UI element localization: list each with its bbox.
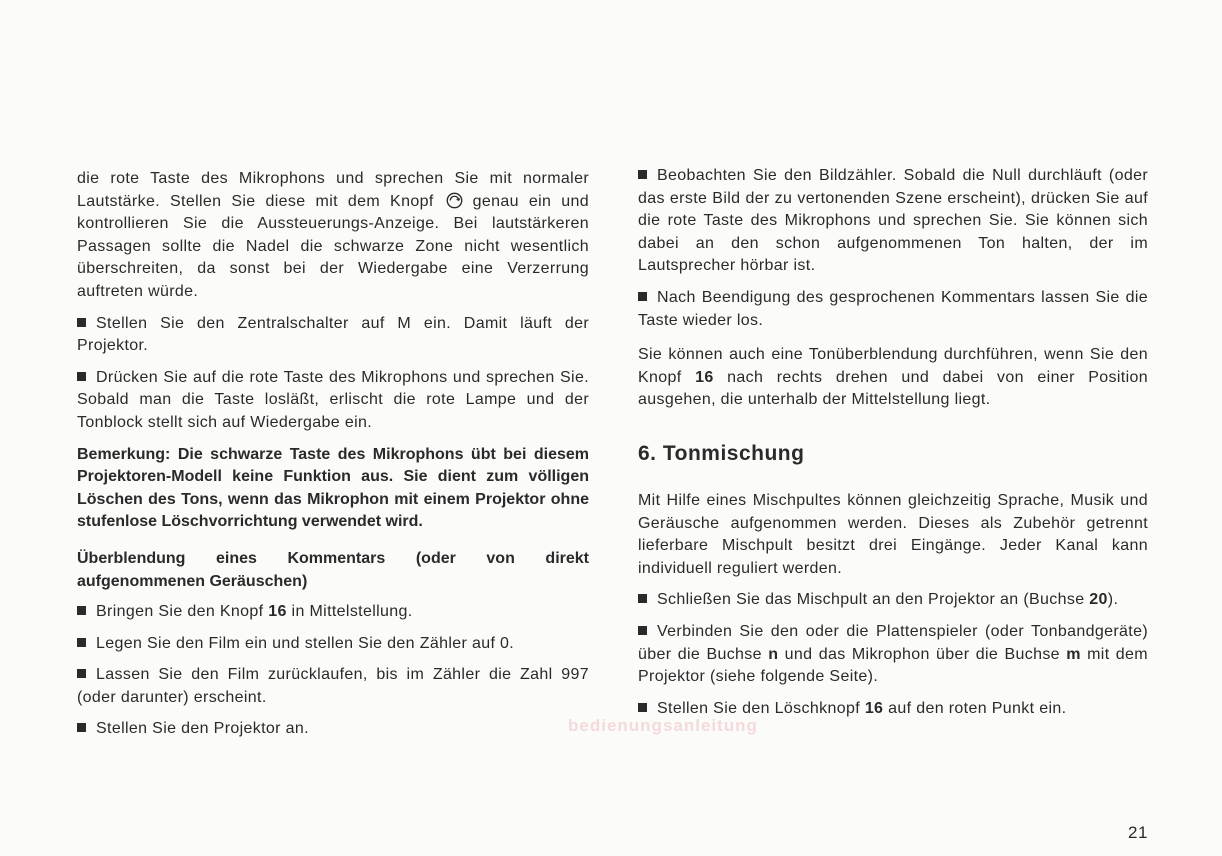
bullet-text: Beobachten Sie den Bildzähler. Sobald die Null durchläuft (oder das erste Bild der zu vertonenden Szene erscheint), drücken Sie auf die rote Taste des Mikrophons und sprechen Sie. Sie können sich dabei an den schon aufgenommenen Ton halten, der im Lautsprecher hörbar ist. [638, 167, 1148, 275]
bullet-text: Bringen Sie den Knopf [96, 603, 269, 621]
bullet-text: Legen Sie den Film ein und stellen Sie den Zähler auf 0. [96, 634, 515, 652]
watermark: bedienungsanleitung [568, 716, 758, 735]
bullet-item [638, 589, 1148, 612]
bullet-item [638, 165, 1148, 278]
paragraph-text: genau ein und kontrollieren Sie die Aussteuerungs-Anzeige. Bei lautstärkeren Passagen sollte die Nadel die schwarze Zone nicht wesentlich überschreiten, da sonst bei der Wiedergabe eine Verzerrung auftreten würde. [77, 192, 589, 300]
socket-letter: n [768, 645, 779, 663]
bullet-item [77, 664, 589, 709]
bullet-text: Lassen Sie den Film zurücklaufen, bis im Zähler die Zahl 997 (oder darunter) erscheint. [77, 666, 589, 706]
socket-number: 20 [1089, 591, 1108, 609]
paragraph-mixer: Mit Hilfe eines Mischpultes können gleichzeitig Sprache, Musik und Geräusche aufgenommen werden. Dieses als Zubehör getrennt lieferbare Mischpult besitzt drei Eingänge. Jeder Kanal kann individuell reguliert werden. [638, 491, 1148, 577]
paragraph-text: nach rechts drehen und dabei von einer Position ausgehen, die unterhalb der Mittelstellung liegt. [638, 368, 1149, 409]
square-bullet [77, 669, 86, 678]
bullet-text: Stellen Sie den Projektor an. [96, 720, 309, 738]
subheading: Überblendung eines Kommentars (oder von direkt aufgenommenen Geräuschen) [77, 549, 589, 590]
square-bullet [77, 723, 86, 732]
knob-number: 16 [864, 699, 884, 717]
bullet-text: auf den roten Punkt ein. [883, 699, 1067, 717]
bullet-text: Verbinden Sie den oder die Plattenspieler (oder Tonbandgeräte) über die Buchse [638, 622, 1148, 663]
right-column [638, 165, 1148, 729]
square-bullet [77, 606, 86, 615]
bullet-text: und das Mikrophon über die Buchse [778, 645, 1067, 663]
square-bullet [638, 170, 647, 179]
paragraph-crossfade [638, 344, 1148, 412]
bullet-text: Stellen Sie den Zentralschalter auf M ein. Damit läuft der Projektor. [77, 314, 589, 355]
bullet-text: Stellen Sie den Löschknopf [657, 699, 865, 717]
volume-knob-icon [446, 192, 463, 209]
square-bullet [77, 638, 86, 647]
knob-number: 16 [268, 603, 287, 621]
square-bullet [638, 703, 647, 712]
bullet-item [77, 633, 589, 656]
bullet-item [77, 601, 589, 624]
square-bullet [77, 372, 86, 381]
bullet-item [77, 367, 589, 435]
note-paragraph: Bemerkung: Die schwarze Taste des Mikrophons übt bei diesem Projektoren-Modell keine Funktion aus. Sie dient zum völligen Löschen des Tons, wenn das Mikrophon mit einem Projektor ohne stufenlose Löschvorrichtung verwendet wird. [77, 445, 589, 531]
page-number: 21 [1128, 823, 1148, 842]
bullet-item [77, 313, 589, 358]
paragraph-volume [77, 168, 589, 304]
square-bullet [638, 626, 647, 635]
bullet-item [638, 621, 1148, 689]
bullet-item [638, 287, 1148, 332]
bullet-text: Drücken Sie auf die rote Taste des Mikrophons und sprechen Sie. Sobald man die Taste losläßt, erlischt die rote Lampe und der Tonblock stellt sich auf Wiedergabe ein. [77, 368, 589, 431]
left-column [77, 168, 589, 750]
square-bullet [77, 318, 86, 327]
bullet-item [77, 718, 589, 741]
socket-letter: m [1066, 645, 1081, 663]
paragraph-text: die rote Taste des Mikrophons und sprechen Sie mit normaler Lautstärke. Stellen Sie diese mit dem Knopf [77, 170, 589, 210]
square-bullet [638, 292, 647, 301]
bullet-text: Schließen Sie das Mischpult an den Projektor an (Buchse [657, 591, 1090, 609]
section-heading: 6. Tonmischung [638, 441, 805, 465]
bullet-text: Nach Beendigung des gesprochenen Kommentars lassen Sie die Taste wieder los. [638, 288, 1148, 329]
bullet-text: mit dem Projektor (siehe folgende Seite). [638, 645, 1148, 686]
square-bullet [638, 594, 647, 603]
bullet-text: ). [1107, 591, 1119, 609]
paragraph-text: Sie können auch eine Tonüberblendung durchführen, wenn Sie den Knopf [638, 346, 1148, 386]
knob-number: 16 [695, 368, 714, 386]
bullet-text: in Mittelstellung. [286, 603, 413, 621]
